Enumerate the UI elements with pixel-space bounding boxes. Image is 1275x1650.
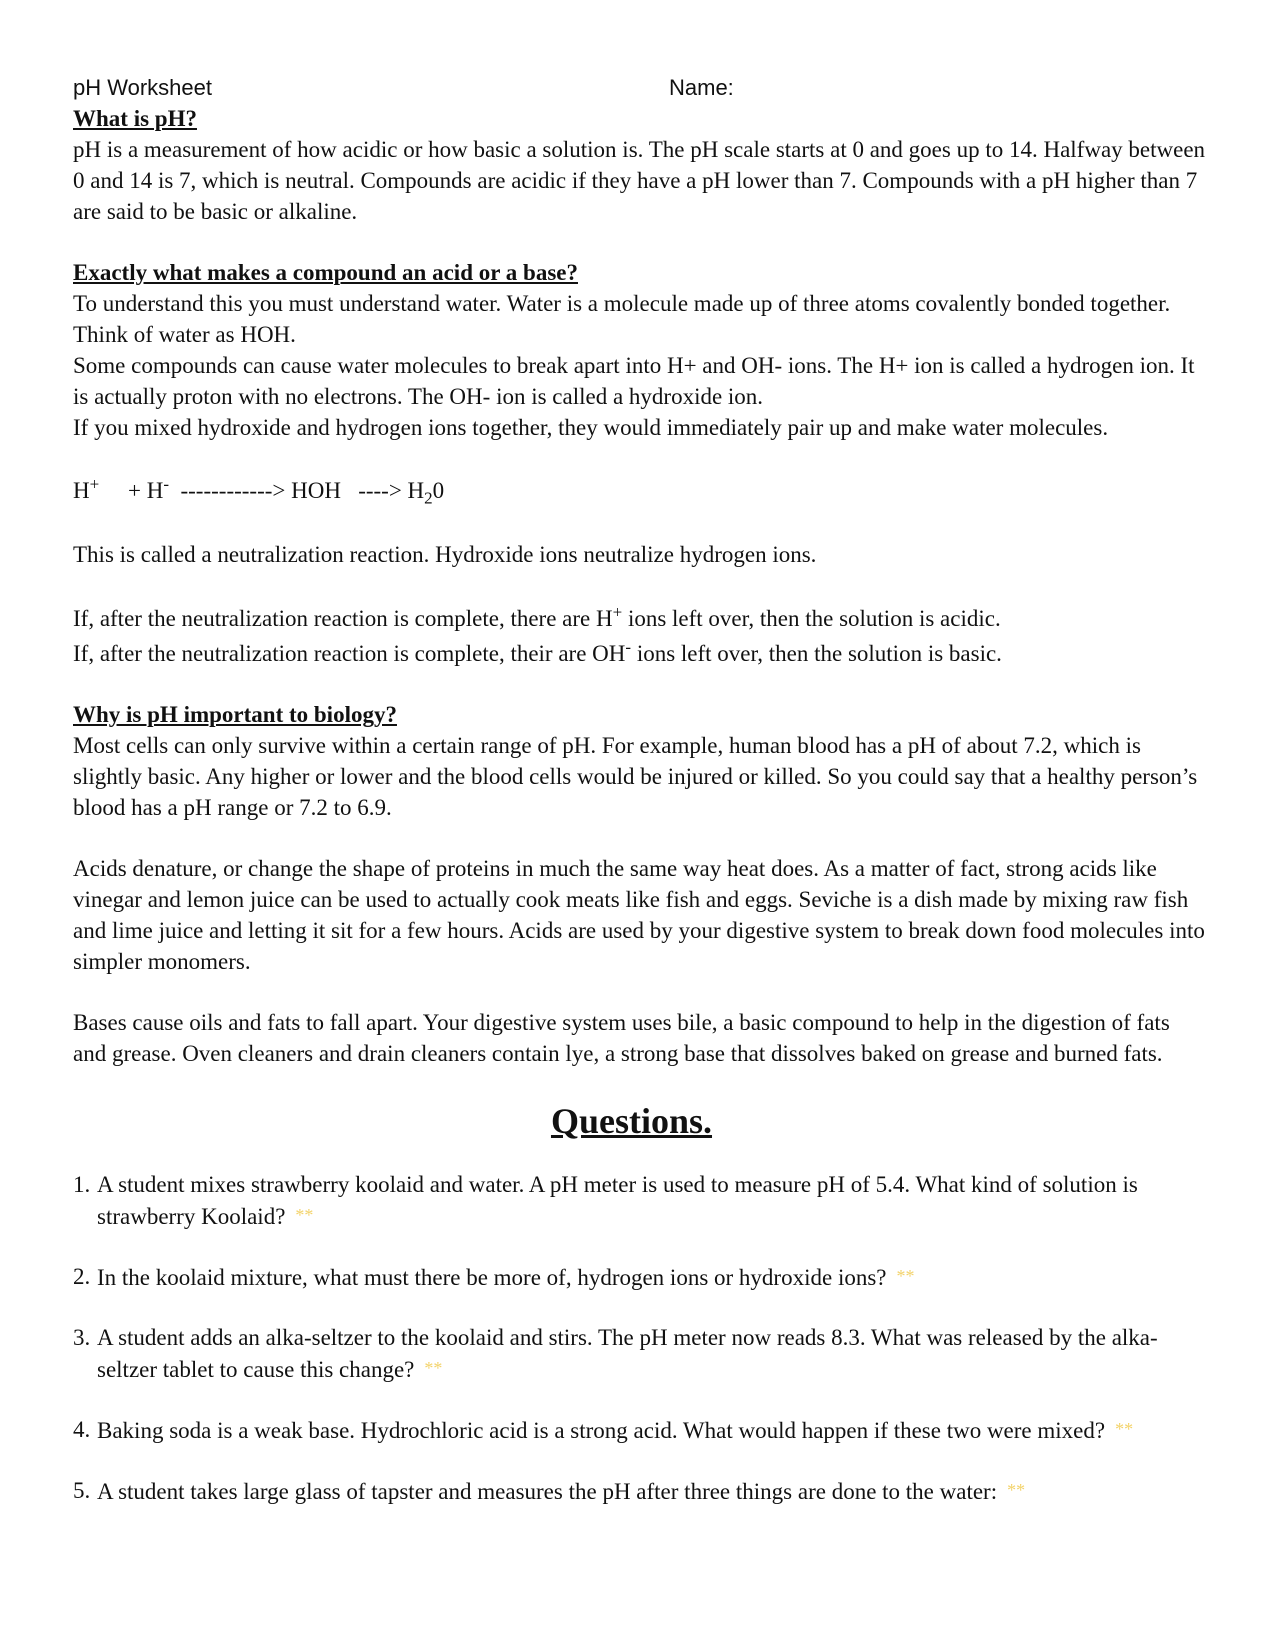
section-heading-acid-or-base: Exactly what makes a compound an acid or a base? bbox=[73, 260, 578, 285]
question-stars: ** bbox=[896, 1266, 915, 1286]
question-item bbox=[73, 1414, 1208, 1446]
question-text: A student adds an alka-seltzer to the koolaid and stirs. The pH meter now reads 8.3. What was released by the alka-seltzer tablet to cause this change? bbox=[97, 1325, 1158, 1382]
blood-paragraph: Most cells can only survive within a certain range of pH. For example, human blood has a pH of about 7.2, which is slightly basic. Any higher or lower and the blood cells would be injured or killed. So you could say that a healthy person’s blood has a pH range or 7.2 to 6.9. bbox=[73, 733, 1198, 820]
neutralization-paragraph: This is called a neutralization reaction. Hydroxide ions neutralize hydrogen ions. bbox=[73, 542, 817, 567]
name-label: Name: bbox=[669, 75, 734, 100]
question-stars: ** bbox=[1007, 1480, 1026, 1500]
eq-subscript: 2 bbox=[424, 488, 433, 508]
eq-arrow-hoh: ------------> HOH bbox=[180, 478, 341, 503]
leftover-acidic-text-end: ions left over, then the solution is acidic. bbox=[622, 606, 1001, 631]
worksheet-page bbox=[73, 72, 1208, 1536]
eq-hydrogen: H bbox=[73, 478, 90, 503]
question-number: 2. bbox=[73, 1264, 91, 1289]
section-heading-what-is-ph: What is pH? bbox=[73, 106, 197, 131]
mixing-paragraph: If you mixed hydroxide and hydrogen ions together, they would immediately pair up and make water molecules. bbox=[73, 415, 1109, 440]
question-text: A student takes large glass of tapster and measures the pH after three things are done to the water: bbox=[97, 1479, 998, 1504]
questions-list bbox=[73, 1169, 1208, 1507]
water-paragraph: To understand this you must understand water. Water is a molecule made up of three atoms covalently bonded together. Think of water as HOH. bbox=[73, 291, 1171, 347]
question-stars: ** bbox=[424, 1358, 443, 1378]
leftover-basic-text-end: ions left over, then the solution is basic. bbox=[631, 641, 1002, 666]
question-item bbox=[73, 1322, 1208, 1385]
leftover-acidic-text: If, after the neutralization reaction is complete, there are H bbox=[73, 606, 613, 631]
leftover-acidic-charge: + bbox=[612, 602, 623, 622]
ions-paragraph: Some compounds can cause water molecules to break apart into H+ and OH- ions. The H+ ion is called a hydrogen ion. It is actually proton with no electrons. The OH- ion is called a hydroxide ion. bbox=[73, 353, 1195, 409]
eq-arrow-h2o: ----> H bbox=[358, 478, 425, 503]
question-number: 4. bbox=[73, 1417, 91, 1442]
leftover-basic-text: If, after the neutralization reaction is complete, their are OH bbox=[73, 641, 626, 666]
bases-paragraph: Bases cause oils and fats to fall apart. Your digestive system uses bile, a basic compound to help in the digestion of fats and grease. Oven cleaners and drain cleaners contain lye, a strong base that dissolves baked on grease and burned fats. bbox=[73, 1010, 1170, 1066]
worksheet-title: pH Worksheet bbox=[73, 75, 212, 100]
acids-paragraph: Acids denature, or change the shape of proteins in much the same way heat does. As a matter of fact, strong acids like vinegar and lemon juice can be used to actually cook meats like fish and eggs. Seviche is a dish made by mixing raw fish and lime juice and letting it sit for a few hours. Acids are used by your digestive system to break down food molecules into simpler monomers. bbox=[73, 856, 1205, 974]
leftover-basic-line bbox=[73, 638, 1208, 669]
section-heading-biology: Why is pH important to biology? bbox=[73, 702, 397, 727]
questions-title: Questions. bbox=[550, 1101, 713, 1141]
eq-plus-h: + H bbox=[127, 478, 164, 503]
worksheet-header bbox=[73, 72, 1208, 103]
question-stars: ** bbox=[295, 1205, 314, 1225]
question-item bbox=[73, 1261, 1208, 1293]
question-text: In the koolaid mixture, what must there be more of, hydrogen ions or hydroxide ions? bbox=[97, 1265, 887, 1290]
eq-end: 0 bbox=[432, 478, 445, 503]
question-number: 5. bbox=[73, 1478, 91, 1503]
question-item bbox=[73, 1475, 1208, 1507]
question-item bbox=[73, 1169, 1208, 1232]
leftover-acidic-line bbox=[73, 603, 1208, 634]
leftover-basic-charge: - bbox=[625, 637, 632, 657]
eq-hydrogen-charge: + bbox=[89, 474, 100, 494]
question-text: Baking soda is a weak base. Hydrochloric acid is a strong acid. What would happen if these two were mixed? bbox=[97, 1418, 1106, 1443]
question-number: 3. bbox=[73, 1325, 91, 1350]
question-number: 1. bbox=[73, 1172, 91, 1197]
neutralization-equation bbox=[73, 475, 1208, 506]
eq-minus-charge: - bbox=[163, 474, 169, 494]
question-stars: ** bbox=[1115, 1419, 1134, 1439]
what-is-ph-paragraph: pH is a measurement of how acidic or how basic a solution is. The pH scale starts at 0 and goes up to 14. Halfway between 0 and 14 is 7, which is neutral. Compounds are acidic if they have a pH lower than 7. Compounds with a pH higher than 7 are said to be basic or alkaline. bbox=[73, 137, 1206, 224]
question-text: A student mixes strawberry koolaid and water. A pH meter is used to measure pH of 5.4. What kind of solution is strawberry Koolaid? bbox=[97, 1172, 1138, 1229]
